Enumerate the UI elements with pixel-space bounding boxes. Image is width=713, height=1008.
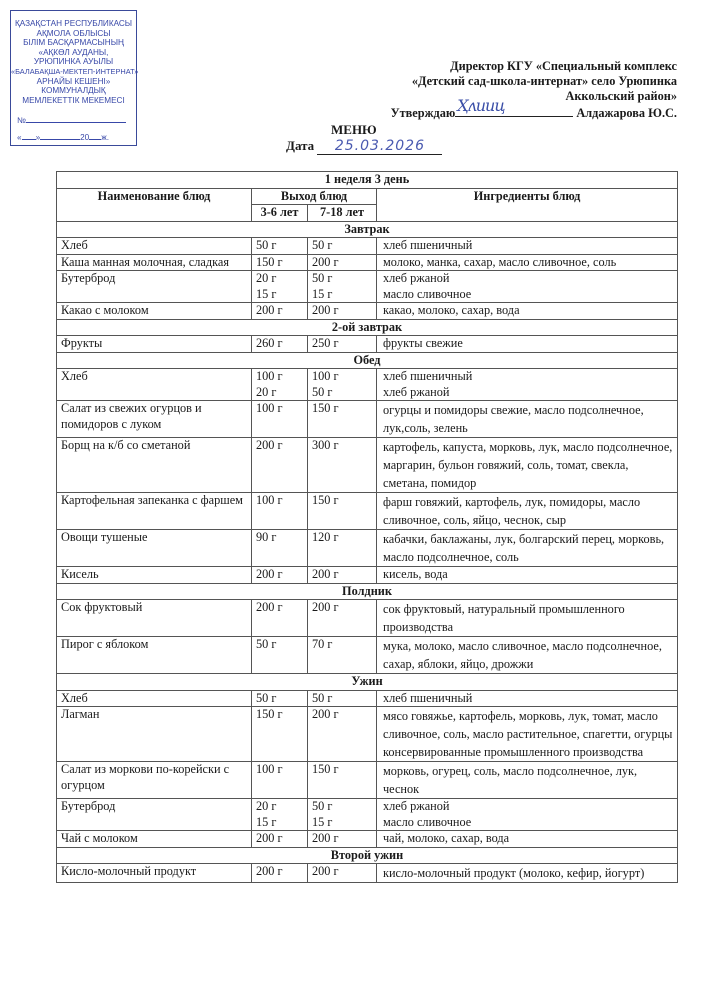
- yield-value: 50 г: [312, 271, 333, 285]
- dish-name: Сок фруктовый: [57, 600, 252, 637]
- yield-value: 150 г: [312, 401, 339, 415]
- section-title: Полдник: [57, 583, 678, 600]
- yield-3-6: [252, 254, 308, 271]
- approval-line-1: Директор КГУ «Специальный комплекс: [450, 59, 677, 73]
- day-title: 1 неделя 3 день: [57, 172, 678, 189]
- table-row: [57, 336, 678, 353]
- yield-value: 50 г: [256, 637, 277, 651]
- table-row: [57, 799, 678, 831]
- ingredient-line: чай, молоко, сахар, вода: [383, 831, 510, 845]
- yield-7-18: [308, 864, 377, 883]
- ingredient-line: кабачки, баклажаны, лук, болгарский перец, морковь, масло подсолнечное, соль: [383, 532, 665, 564]
- table-row: [57, 831, 678, 848]
- yield-value: 200 г: [256, 600, 283, 614]
- ingredients: [377, 762, 678, 799]
- dish-name: Хлеб: [57, 690, 252, 707]
- yield-value: 90 г: [256, 530, 277, 544]
- section-title: Обед: [57, 352, 678, 369]
- stamp-line: УРЮПИНКА АУЫЛЫ: [33, 57, 114, 67]
- section-title: Завтрак: [57, 221, 678, 238]
- yield-3-6: [252, 438, 308, 493]
- yield-7-18: [308, 254, 377, 271]
- dish-name: Каша манная молочная, сладкая: [57, 254, 252, 271]
- yield-value: 50 г: [312, 799, 333, 813]
- approval-line-2: «Детский сад-школа-интернат» село Урюпинка: [411, 74, 677, 88]
- dish-name: Хлеб: [57, 238, 252, 255]
- yield-3-6: [252, 707, 308, 762]
- section-row: [57, 352, 678, 369]
- date-value: 25.03.2026: [317, 138, 442, 155]
- yield-value: 200 г: [312, 831, 339, 845]
- yield-7-18: [308, 567, 377, 584]
- yield-3-6: [252, 271, 308, 303]
- stamp-line: АҚМОЛА ОБЛЫСЫ: [36, 28, 111, 38]
- dish-name: Картофельная запеканка с фаршем: [57, 493, 252, 530]
- dish-name: Какао с молоком: [57, 303, 252, 320]
- yield-value: 100 г: [256, 493, 283, 507]
- ingredients: [377, 401, 678, 438]
- yield-value: 200 г: [312, 600, 339, 614]
- stamp-line: ҚАЗАҚСТАН РЕСПУБЛИКАСЫ: [14, 19, 133, 28]
- ingredients: [377, 438, 678, 493]
- stamp-line: КОММУНАЛДЫҚ: [41, 86, 106, 96]
- yield-value: 50 г: [312, 690, 333, 705]
- yield-7-18: [308, 303, 377, 320]
- yield-value: 300 г: [312, 438, 339, 452]
- ingredient-line: масло сливочное: [383, 814, 472, 829]
- yield-value: 200 г: [312, 567, 339, 581]
- section-title: Второй ужин: [57, 847, 678, 864]
- page-title: МЕНЮ: [331, 122, 377, 137]
- ingredient-line: хлеб ржаной: [383, 799, 450, 813]
- ingredients: [377, 369, 678, 401]
- ingredient-line: хлеб ржаной: [383, 271, 450, 285]
- section-row: [57, 583, 678, 600]
- dish-name: Салат из моркови по-корейски с огурцом: [57, 762, 252, 799]
- yield-7-18: [308, 336, 377, 353]
- official-stamp: [10, 10, 137, 146]
- stamp-line: АРНАЙЫ КЕШЕНІ»: [36, 76, 111, 86]
- col-header-name: Наименование блюд: [57, 188, 252, 221]
- yield-value: 150 г: [256, 707, 283, 721]
- yield-7-18: [308, 493, 377, 530]
- yield-value: 200 г: [256, 864, 283, 878]
- yield-3-6: [252, 530, 308, 567]
- ingredients: [377, 530, 678, 567]
- yield-3-6: [252, 799, 308, 831]
- yield-7-18: [308, 438, 377, 493]
- yield-3-6: [252, 493, 308, 530]
- menu-body: [57, 221, 678, 883]
- yield-value: 70 г: [312, 637, 333, 651]
- table-row: [57, 493, 678, 530]
- yield-value: 200 г: [312, 864, 339, 878]
- ingredient-line: хлеб пшеничный: [383, 238, 473, 252]
- ingredients: [377, 864, 678, 883]
- ingredients: [377, 271, 678, 303]
- date-label: Дата: [286, 138, 315, 153]
- yield-value: 50 г: [312, 384, 333, 399]
- dish-name: Овощи тушеные: [57, 530, 252, 567]
- ingredient-line: масло сливочное: [383, 286, 472, 301]
- yield-value: 150 г: [312, 762, 339, 776]
- stamp-line: БІЛІМ БАСҚАРМАСЫНЫҢ: [23, 38, 124, 48]
- yield-value: 50 г: [312, 238, 333, 252]
- yield-value: 150 г: [312, 493, 339, 507]
- stamp-line: МЕМЛЕКЕТТІК МЕКЕМЕСІ: [22, 95, 125, 105]
- approval-line-3: Аккольский район»: [565, 89, 677, 103]
- ingredients: [377, 254, 678, 271]
- yield-3-6: [252, 336, 308, 353]
- dish-name: Кисель: [57, 567, 252, 584]
- dish-name: Бутерброд: [57, 799, 252, 831]
- menu-table: [56, 171, 678, 883]
- ingredient-line: хлеб пшеничный: [383, 369, 473, 383]
- yield-3-6: [252, 600, 308, 637]
- yield-value: 50 г: [256, 238, 277, 252]
- approval-block: [391, 59, 677, 121]
- yield-3-6: [252, 762, 308, 799]
- section-title: Ужин: [57, 674, 678, 691]
- ingredient-line: фрукты свежие: [383, 336, 463, 350]
- dish-name: Чай с молоком: [57, 831, 252, 848]
- yield-7-18: [308, 530, 377, 567]
- ingredient-line: картофель, капуста, морковь, лук, масло подсолнечное, маргарин, бульон говяжий, соль, томат, свекла, сметана, помидор: [383, 440, 673, 490]
- yield-7-18: [308, 799, 377, 831]
- dish-name: Кисло-молочный продукт: [57, 864, 252, 883]
- yield-3-6: [252, 690, 308, 707]
- table-row: [57, 864, 678, 883]
- section-row: [57, 319, 678, 336]
- yield-value: 15 г: [256, 286, 277, 301]
- table-row: [57, 637, 678, 674]
- signer-name: Алдажарова Ю.С.: [576, 106, 677, 120]
- yield-value: 200 г: [256, 438, 283, 452]
- yield-value: 200 г: [256, 567, 283, 581]
- ingredients: [377, 831, 678, 848]
- dish-name: Лагман: [57, 707, 252, 762]
- yield-value: 20 г: [256, 271, 277, 285]
- yield-7-18: [308, 831, 377, 848]
- signature-line: [455, 96, 573, 117]
- yield-value: 100 г: [256, 762, 283, 776]
- dish-name: Борщ на к/б со сметаной: [57, 438, 252, 493]
- yield-value: 200 г: [256, 831, 283, 845]
- yield-3-6: [252, 369, 308, 401]
- yield-value: 200 г: [312, 303, 339, 317]
- ingredient-line: мясо говяжье, картофель, морковь, лук, томат, масло сливочное, соль, масло растительное, спагетти, огурцы консервированные промышленного производства: [383, 709, 673, 759]
- yield-value: 200 г: [256, 303, 283, 317]
- ingredients: [377, 690, 678, 707]
- col-header-age-3-6: 3-6 лет: [252, 205, 308, 222]
- table-row: [57, 254, 678, 271]
- ingredient-line: мука, молоко, масло сливочное, масло подсолнечное, сахар, яблоки, яйцо, дрожжи: [383, 639, 662, 671]
- yield-3-6: [252, 303, 308, 320]
- ingredients: [377, 707, 678, 762]
- col-header-yield: Выход блюд: [252, 188, 377, 205]
- yield-value: 250 г: [312, 336, 339, 350]
- signature: Ҳʌииц: [457, 96, 505, 115]
- yield-value: 200 г: [312, 254, 339, 269]
- table-row: [57, 762, 678, 799]
- table-row: [57, 369, 678, 401]
- ingredients: [377, 336, 678, 353]
- yield-value: 15 г: [256, 814, 277, 829]
- yield-value: 200 г: [312, 707, 339, 721]
- yield-3-6: [252, 637, 308, 674]
- ingredient-line: фарш говяжий, картофель, лук, помидоры, масло сливочное, соль, яйцо, чеснок, сыр: [383, 495, 641, 527]
- col-header-age-7-18: 7-18 лет: [308, 205, 377, 222]
- section-row: [57, 674, 678, 691]
- section-row: [57, 221, 678, 238]
- ingredient-line: сок фруктовый, натуральный промышленного производства: [383, 602, 625, 634]
- yield-7-18: [308, 707, 377, 762]
- yield-value: 50 г: [256, 690, 277, 705]
- table-row: [57, 401, 678, 438]
- yield-value: 100 г: [256, 401, 283, 415]
- yield-3-6: [252, 864, 308, 883]
- ingredients: [377, 637, 678, 674]
- ingredients: [377, 493, 678, 530]
- ingredient-line: хлеб пшеничный: [383, 690, 473, 705]
- stamp-line: «АҚКӨЛ АУДАНЫ,: [38, 47, 109, 57]
- ingredient-line: молоко, манка, сахар, масло сливочное, соль: [383, 254, 617, 269]
- yield-value: 100 г: [312, 369, 339, 383]
- yield-value: 100 г: [256, 369, 283, 383]
- ingredient-line: какао, молоко, сахар, вода: [383, 303, 520, 317]
- yield-3-6: [252, 238, 308, 255]
- ingredient-line: огурцы и помидоры свежие, масло подсолнечное, лук,соль, зелень: [383, 403, 644, 435]
- yield-value: 20 г: [256, 384, 277, 399]
- yield-3-6: [252, 401, 308, 438]
- yield-7-18: [308, 762, 377, 799]
- ingredient-line: хлеб ржаной: [383, 384, 450, 399]
- dish-name: Салат из свежих огурцов и помидоров с луком: [57, 401, 252, 438]
- dish-name: Хлеб: [57, 369, 252, 401]
- yield-7-18: [308, 690, 377, 707]
- ingredients: [377, 600, 678, 637]
- yield-value: 120 г: [312, 530, 339, 544]
- stamp-number-field: №: [11, 115, 136, 126]
- yield-value: 260 г: [256, 336, 283, 350]
- date-row: [286, 138, 442, 155]
- yield-7-18: [308, 369, 377, 401]
- yield-3-6: [252, 831, 308, 848]
- yield-7-18: [308, 238, 377, 255]
- yield-7-18: [308, 401, 377, 438]
- table-row: [57, 690, 678, 707]
- dish-name: Фрукты: [57, 336, 252, 353]
- yield-7-18: [308, 600, 377, 637]
- yield-value: 15 г: [312, 286, 333, 301]
- table-row: [57, 238, 678, 255]
- yield-3-6: [252, 567, 308, 584]
- approve-label: Утверждаю: [390, 106, 456, 120]
- yield-value: 150 г: [256, 254, 283, 269]
- dish-name: Бутерброд: [57, 271, 252, 303]
- ingredient-line: кисель, вода: [383, 567, 448, 581]
- ingredients: [377, 303, 678, 320]
- ingredient-line: кисло-молочный продукт (молоко, кефир, йогурт): [383, 866, 645, 880]
- dish-name: Пирог с яблоком: [57, 637, 252, 674]
- table-row: [57, 567, 678, 584]
- ingredients: [377, 567, 678, 584]
- yield-value: 20 г: [256, 799, 277, 813]
- table-row: [57, 303, 678, 320]
- ingredients: [377, 799, 678, 831]
- yield-7-18: [308, 271, 377, 303]
- table-row: [57, 438, 678, 493]
- ingredient-line: морковь, огурец, соль, масло подсолнечное, лук, чеснок: [383, 764, 638, 796]
- table-row: [57, 600, 678, 637]
- section-row: [57, 847, 678, 864]
- section-title: 2-ой завтрак: [57, 319, 678, 336]
- table-row: [57, 530, 678, 567]
- stamp-line: «БАЛАБАҚША-МЕКТЕП-ИНТЕРНАТ»: [11, 66, 139, 76]
- col-header-ingredients: Ингредиенты блюд: [377, 188, 678, 221]
- yield-value: 15 г: [312, 814, 333, 829]
- stamp-date-field: « » 20 ж.: [17, 132, 109, 142]
- table-row: [57, 271, 678, 303]
- yield-7-18: [308, 637, 377, 674]
- table-row: [57, 707, 678, 762]
- ingredients: [377, 238, 678, 255]
